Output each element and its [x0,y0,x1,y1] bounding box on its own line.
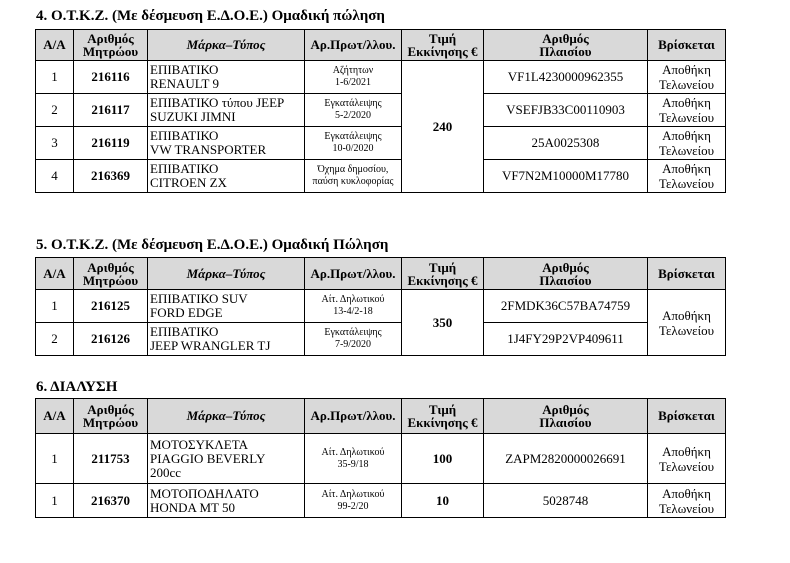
row-brand: ΕΠΙΒΑΤΙΚΟ VW TRANSPORTER [148,127,305,160]
row-aa: 2 [36,323,74,356]
group-price: 240 [402,61,484,193]
row-registry: 211753 [74,434,148,484]
header-brand: Μάρκα–Τύπος [148,30,305,61]
row-registry: 216370 [74,484,148,518]
header-chassis: Αριθμός Πλαισίου [484,399,648,434]
section-4-title: 4. Ο.Τ.Κ.Ζ. (Με δέσμευση Ε.Δ.Ο.Ε.) Ομαδική πώληση [36,8,385,24]
row-location: Αποθήκη Τελωνείου [648,94,726,127]
row-chassis: 25A0025308 [484,127,648,160]
table-row [36,94,726,127]
header-brand: Μάρκα–Τύπος [148,399,305,434]
header-location: Βρίσκεται [648,399,726,434]
header-price: Τιμή Εκκίνησης € [402,30,484,61]
row-registry: 216126 [74,323,148,356]
group-price: 350 [402,290,484,356]
row-date: Αζήτητων 1-6/2021 [305,61,402,94]
header-date: Αρ.Πρωτ/λλου. [305,258,402,290]
row-price: 100 [402,434,484,484]
table-row [36,434,726,484]
row-price: 10 [402,484,484,518]
row-date: Εγκατάλειψης 10-0/2020 [305,127,402,160]
row-chassis: 5028748 [484,484,648,518]
row-location: Αποθήκη Τελωνείου [648,434,726,484]
row-date: Εγκατάλειψης 7-9/2020 [305,323,402,356]
row-location: Αποθήκη Τελωνείου [648,484,726,518]
row-aa: 2 [36,94,74,127]
table-row [36,290,726,323]
row-location: Αποθήκη Τελωνείου [648,160,726,193]
header-price: Τιμή Εκκίνησης € [402,258,484,290]
row-brand: ΕΠΙΒΑΤΙΚΟ SUV FORD EDGE [148,290,305,323]
header-registry: Αριθμός Μητρώου [74,258,148,290]
row-date: Αίτ. Δηλωτικού 99-2/20 [305,484,402,518]
row-date: Αίτ. Δηλωτικού 13-4/2-18 [305,290,402,323]
table-header-row [36,399,726,434]
row-aa: 1 [36,290,74,323]
row-aa: 3 [36,127,74,160]
section-6-table [35,398,726,518]
group-location: Αποθήκη Τελωνείου [648,290,726,356]
row-registry: 216119 [74,127,148,160]
row-registry: 216116 [74,61,148,94]
section-5-title: 5. Ο.Τ.Κ.Ζ. (Με δέσμευση Ε.Δ.Ο.Ε.) Ομαδική Πώληση [36,237,389,253]
row-chassis: 2FMDK36C57BA74759 [484,290,648,323]
row-aa: 4 [36,160,74,193]
header-location: Βρίσκεται [648,30,726,61]
header-brand: Μάρκα–Τύπος [148,258,305,290]
row-registry: 216117 [74,94,148,127]
row-brand: ΕΠΙΒΑΤΙΚΟ τύπου JEEP SUZUKI JIMNI [148,94,305,127]
table-row [36,160,726,193]
row-chassis: VSEFJB33C00110903 [484,94,648,127]
row-brand: ΕΠΙΒΑΤΙΚΟ CITROEN ZX [148,160,305,193]
table-row [36,323,726,356]
header-registry: Αριθμός Μητρώου [74,30,148,61]
table-header-row [36,258,726,290]
header-location: Βρίσκεται [648,258,726,290]
table-header-row [36,30,726,61]
header-date: Αρ.Πρωτ/λλου. [305,30,402,61]
row-chassis: VF7N2M10000M17780 [484,160,648,193]
row-date: Όχημα δημοσίου, παύση κυκλοφορίας [305,160,402,193]
row-location: Αποθήκη Τελωνείου [648,61,726,94]
header-price: Τιμή Εκκίνησης € [402,399,484,434]
row-date: Εγκατάλειψης 5-2/2020 [305,94,402,127]
row-brand: ΕΠΙΒΑΤΙΚΟ JEEP WRANGLER TJ [148,323,305,356]
header-chassis: Αριθμός Πλαισίου [484,30,648,61]
header-aa: Α/Α [36,258,74,290]
header-aa: Α/Α [36,30,74,61]
table-row [36,61,726,94]
table-row [36,127,726,160]
row-aa: 1 [36,434,74,484]
header-aa: Α/Α [36,399,74,434]
row-registry: 216369 [74,160,148,193]
row-chassis: ZAPM2820000026691 [484,434,648,484]
row-location: Αποθήκη Τελωνείου [648,127,726,160]
row-chassis: VF1L4230000962355 [484,61,648,94]
header-date: Αρ.Πρωτ/λλου. [305,399,402,434]
header-chassis: Αριθμός Πλαισίου [484,258,648,290]
row-brand: ΜΟΤΟΣΥΚΛΕΤΑ PIAGGIO BEVERLY 200cc [148,434,305,484]
row-brand: ΜΟΤΟΠΟΔΗΛΑΤΟ HONDA MT 50 [148,484,305,518]
row-aa: 1 [36,61,74,94]
row-brand: ΕΠΙΒΑΤΙΚΟ RENAULT 9 [148,61,305,94]
section-4-table [35,29,726,193]
row-aa: 1 [36,484,74,518]
row-chassis: 1J4FY29P2VP409611 [484,323,648,356]
row-date: Αίτ. Δηλωτικού 35-9/18 [305,434,402,484]
header-registry: Αριθμός Μητρώου [74,399,148,434]
table-row [36,484,726,518]
row-registry: 216125 [74,290,148,323]
section-6-title: 6. ΔΙΑΛΥΣΗ [36,379,118,395]
section-5-table [35,257,726,356]
